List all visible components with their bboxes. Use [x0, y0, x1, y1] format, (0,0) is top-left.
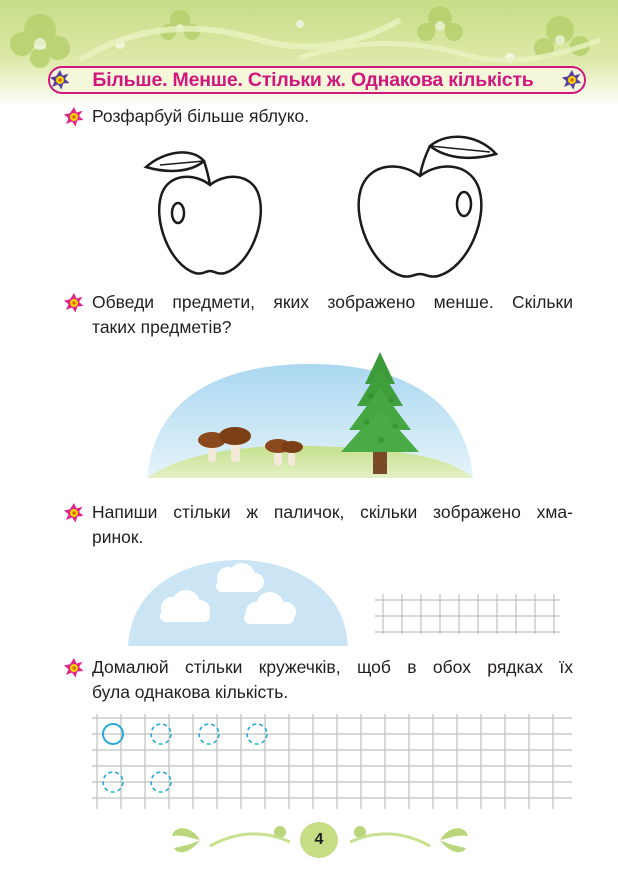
large-apple: [340, 128, 500, 283]
cloud-scene: [128, 558, 348, 648]
answer-grid-small[interactable]: [375, 594, 560, 634]
page-title: Більше. Менше. Стільки ж. Однакова кількість: [92, 69, 534, 91]
flower-icon: [64, 503, 84, 523]
task-2-text: [92, 290, 573, 340]
task-2-line-1: Обведи предмети, яких зображено менше. Скільки: [92, 292, 573, 312]
forest-scene: [145, 348, 475, 480]
flower-icon: [64, 293, 84, 313]
task-3-line-2: ринок.: [92, 527, 144, 547]
task-3-text: [92, 500, 573, 550]
answer-grid-large[interactable]: [92, 714, 572, 809]
flower-icon: [50, 70, 70, 90]
task-2-line-2: таких предметів?: [92, 317, 232, 337]
task-4-line-2: була однакова кількість.: [92, 682, 289, 702]
task-4-line-1: Домалюй стільки кружечків, щоб в обох рядках їх: [92, 657, 573, 677]
flower-icon: [64, 658, 84, 678]
flower-icon: [562, 70, 582, 90]
task-4-text: [92, 655, 573, 705]
flower-icon: [64, 107, 84, 127]
small-apple: [140, 145, 280, 280]
page-number: 4: [300, 822, 338, 858]
task-3-line-1: Напиши стільки ж паличок, скільки зображено хма-: [92, 502, 573, 522]
task-1-text: Розфарбуй більше яблуко.: [92, 106, 310, 126]
